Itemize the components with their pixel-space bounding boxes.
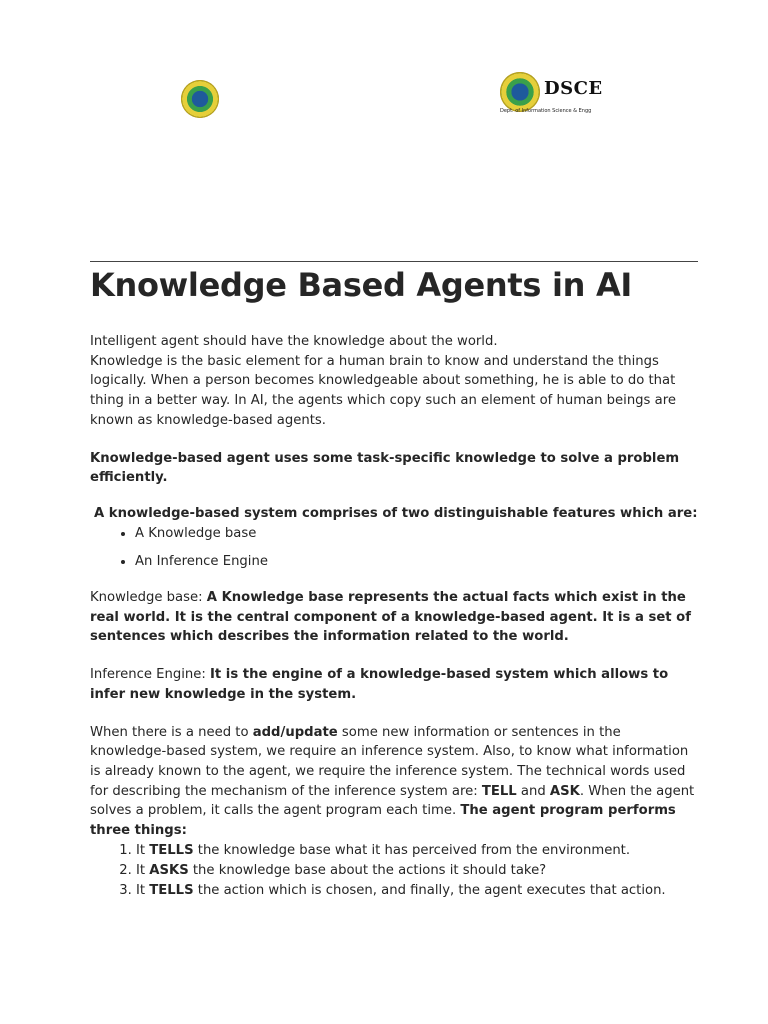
step-keyword: TELLS: [149, 882, 194, 898]
seal-emblem-icon: [500, 72, 540, 112]
ie-text: It is the engine of a knowledge-based system which allows to infer new knowledge in the system.: [90, 667, 669, 702]
knowledge-base-paragraph: [90, 588, 700, 647]
intro-line: Intelligent agent should have the knowledge about the world.: [90, 334, 498, 349]
inference-engine-paragraph: [90, 665, 700, 704]
text-run: It: [136, 882, 150, 898]
tell-ask-paragraph: [90, 723, 700, 841]
text-run: . When the agent solves a problem, it calls the agent program each time.: [90, 783, 695, 819]
list-item: [136, 861, 700, 881]
text-run: the knowledge base what it has perceived from the environment.: [193, 842, 631, 858]
dsce-logo: [500, 72, 620, 118]
department-text: Dept. of Information Science & Engg: [500, 108, 592, 114]
kb-label: Knowledge base:: [90, 590, 207, 606]
page-title: Knowledge Based Agents in AI: [90, 266, 633, 304]
list-item: • A Knowledge base: [135, 524, 700, 544]
text-run: It: [136, 862, 150, 878]
college-seal-logo: [181, 80, 219, 118]
seal-emblem-icon: [181, 80, 219, 118]
text-run: It: [136, 842, 150, 858]
intro-paragraph: Knowledge is the basic element for a human brain to know and understand the things logically. When a person becomes knowledgeable about something, he is able to do that thing in a better way. In AI, the agents which copy such an element of human beings are known as knowledge-based agents.: [90, 353, 676, 428]
list-item: [136, 841, 700, 861]
step-keyword: ASKS: [149, 862, 189, 878]
title-rule-divider: [90, 261, 698, 262]
step-keyword: TELLS: [149, 842, 194, 858]
agent-program-statement: The agent program performs three things:: [90, 803, 676, 839]
list-item: [136, 881, 700, 901]
text-run: the action which is chosen, and finally, the agent executes that action.: [193, 882, 666, 898]
features-heading: A knowledge-based system comprises of two distinguishable features which are:: [94, 505, 698, 521]
agent-steps-list: [90, 841, 700, 901]
kb-text: A Knowledge base represents the actual facts which exist in the real world. It is the central component of a knowledge-based agent. It is a set of sentences which describes the information related to the world.: [90, 590, 691, 645]
text-run: the knowledge base about the actions it should take?: [188, 862, 547, 878]
ie-label: Inference Engine:: [90, 667, 210, 683]
text-run: When there is a need to: [90, 724, 253, 740]
bold-statement: Knowledge-based agent uses some task-specific knowledge to solve a problem efficiently.: [90, 450, 680, 486]
features-list: [90, 524, 700, 572]
list-item: • An Inference Engine: [135, 552, 700, 572]
tell-term: TELL: [481, 783, 517, 799]
add-update-term: add/update: [252, 724, 338, 740]
text-run: and: [516, 783, 550, 799]
ask-term: ASK: [549, 783, 580, 799]
document-body: [90, 332, 700, 901]
text-run: some new information or sentences in the knowledge-based system, we require an inference system. Also, to know what information is already known to the agent, we require the inference system. The technical words used for describing the mechanism of the inference system are:: [90, 724, 689, 799]
dsce-brand-text: DSCE: [544, 78, 603, 99]
